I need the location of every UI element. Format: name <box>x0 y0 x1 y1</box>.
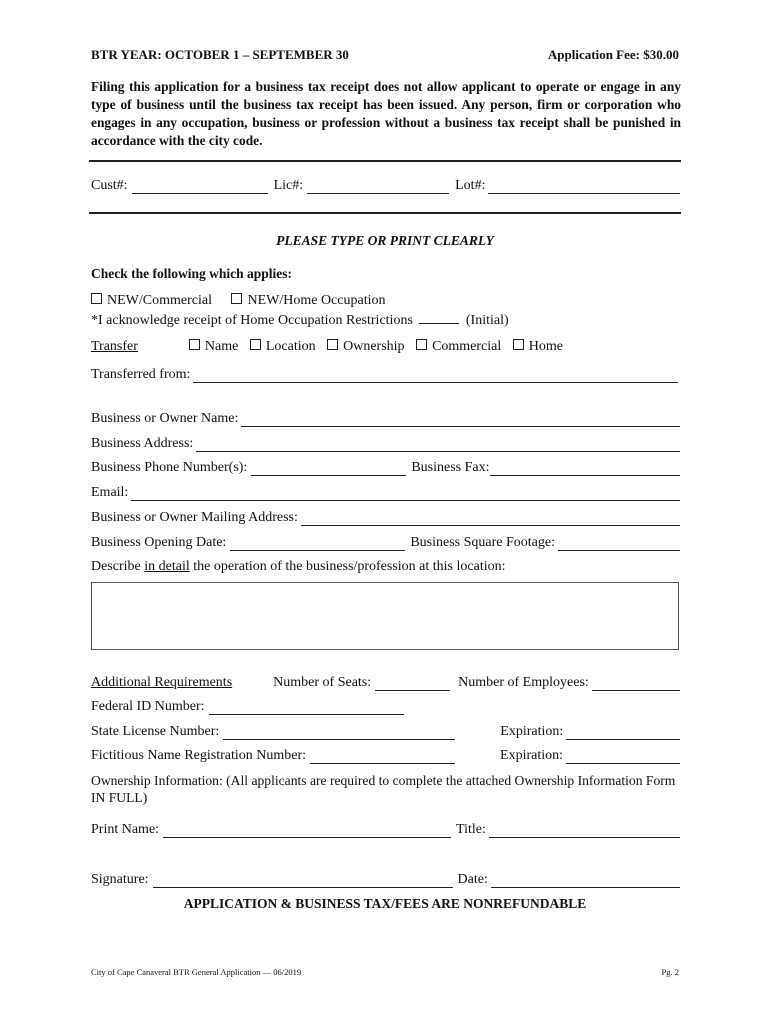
owner-name-label: Business or Owner Name: <box>91 411 239 426</box>
initial-label: (Initial) <box>465 313 509 328</box>
ownership-info-text: Ownership Information: (All applicants are required to complete the attached Ownership Information Form IN FULL) <box>91 773 676 805</box>
employees-field[interactable] <box>592 678 680 691</box>
email-row <box>91 485 680 501</box>
describe-label-pre: Describe <box>91 559 145 574</box>
signature-label: Signature: <box>91 872 149 887</box>
transferred-from-field[interactable] <box>193 370 678 383</box>
federal-id-row <box>91 699 680 715</box>
fictitious-label: Fictitious Name Registration Number: <box>91 748 307 763</box>
additional-requirements-label: Additional Requirements <box>91 675 233 690</box>
transfer-location-label: Location <box>265 339 316 354</box>
filing-notice: Filing this application for a business tax receipt does not allow applicant to operate or engage in any type of business until the business tax receipt has been issued. Any person, firm or corporation who engages in any occupation, business or profession without a business tax receipt shall be punished in accordance with the city code. <box>91 79 681 148</box>
describe-label-post: the operation of the business/profession at this location: <box>189 559 506 574</box>
check-heading: Check the following which applies: <box>91 266 293 281</box>
acknowledge-row <box>91 311 680 329</box>
opening-date-field[interactable] <box>230 538 405 551</box>
transfer-name-checkbox[interactable] <box>189 339 200 350</box>
owner-name-field[interactable] <box>241 414 680 427</box>
transfer-row <box>91 339 680 355</box>
title-label: Title: <box>456 822 486 837</box>
new-commercial-checkbox[interactable] <box>91 293 102 304</box>
fax-field[interactable] <box>490 463 680 476</box>
print-name-field[interactable] <box>163 825 451 838</box>
print-name-row <box>91 822 680 838</box>
btr-year: BTR YEAR: OCTOBER 1 – SEPTEMBER 30 <box>91 47 349 62</box>
fictitious-row <box>91 748 680 764</box>
expiration2-field[interactable] <box>566 751 680 764</box>
print-name-label: Print Name: <box>91 822 160 837</box>
transfer-home-checkbox[interactable] <box>513 339 524 350</box>
mailing-label: Business or Owner Mailing Address: <box>91 510 298 525</box>
signature-row <box>91 872 680 888</box>
transfer-home-label: Home <box>528 339 563 354</box>
lot-field[interactable] <box>488 181 680 194</box>
address-row <box>91 436 680 452</box>
date-label: Date: <box>457 872 488 887</box>
owner-name-row <box>91 411 680 427</box>
describe-label-underlined: in detail <box>144 559 190 574</box>
new-commercial-label: NEW/Commercial <box>107 293 212 308</box>
transfer-ownership-checkbox[interactable] <box>327 339 338 350</box>
signature-field[interactable] <box>153 875 453 888</box>
federal-id-field[interactable] <box>209 702 404 715</box>
page-number: Pg. 2 <box>661 967 679 977</box>
federal-id-label: Federal ID Number: <box>91 699 205 714</box>
application-fee: Application Fee: $30.00 <box>547 47 679 62</box>
mailing-field[interactable] <box>301 513 680 526</box>
new-home-label: NEW/Home Occupation <box>247 293 386 308</box>
mid-divider <box>89 212 681 214</box>
state-license-label: State License Number: <box>91 724 220 739</box>
opening-row <box>91 535 680 551</box>
transfer-location-checkbox[interactable] <box>250 339 261 350</box>
transferred-from-row <box>91 367 678 383</box>
address-field[interactable] <box>196 439 680 452</box>
expiration-label: Expiration: <box>500 724 564 739</box>
cust-field[interactable] <box>132 181 268 194</box>
top-divider <box>89 160 681 162</box>
date-field[interactable] <box>491 875 680 888</box>
initial-field[interactable] <box>419 311 459 324</box>
opening-date-label: Business Opening Date: <box>91 535 227 550</box>
ids-row <box>91 178 680 194</box>
title-field[interactable] <box>489 825 680 838</box>
additional-row <box>91 675 680 691</box>
lot-label: Lot#: <box>455 178 486 193</box>
address-label: Business Address: <box>91 436 194 451</box>
square-footage-field[interactable] <box>558 538 680 551</box>
lic-field[interactable] <box>307 181 449 194</box>
transfer-name-label: Name <box>204 339 239 354</box>
expiration-field[interactable] <box>566 727 680 740</box>
square-footage-label: Business Square Footage: <box>410 535 555 550</box>
transferred-from-label: Transferred from: <box>91 367 191 382</box>
seats-field[interactable] <box>375 678 450 691</box>
describe-row <box>91 559 680 575</box>
state-license-row <box>91 724 680 740</box>
new-home-checkbox[interactable] <box>231 293 242 304</box>
employees-label: Number of Employees: <box>458 675 589 690</box>
acknowledge-label: *I acknowledge receipt of Home Occupation Restrictions <box>91 313 413 328</box>
transfer-label: Transfer <box>91 339 138 354</box>
fax-label: Business Fax: <box>411 460 490 475</box>
phone-fax-row <box>91 460 680 476</box>
phone-field[interactable] <box>251 463 406 476</box>
transfer-ownership-label: Ownership <box>343 339 405 354</box>
email-label: Email: <box>91 485 129 500</box>
mailing-row <box>91 510 680 526</box>
description-textarea[interactable] <box>91 582 679 650</box>
phone-label: Business Phone Number(s): <box>91 460 248 475</box>
seats-label: Number of Seats: <box>273 675 372 690</box>
state-license-field[interactable] <box>223 727 455 740</box>
nonrefundable-notice: APPLICATION & BUSINESS TAX/FEES ARE NONREFUNDABLE <box>183 896 587 911</box>
email-field[interactable] <box>131 488 680 501</box>
transfer-commercial-checkbox[interactable] <box>416 339 427 350</box>
expiration2-label: Expiration: <box>500 748 564 763</box>
transfer-commercial-label: Commercial <box>432 339 502 354</box>
form-id-footer: City of Cape Canaveral BTR General Application — 06/2019 <box>91 967 302 977</box>
new-options-row <box>91 293 680 309</box>
fictitious-field[interactable] <box>310 751 455 764</box>
cust-label: Cust#: <box>91 178 128 193</box>
lic-label: Lic#: <box>273 178 304 193</box>
print-clearly-instruction: PLEASE TYPE OR PRINT CLEARLY <box>276 233 494 248</box>
